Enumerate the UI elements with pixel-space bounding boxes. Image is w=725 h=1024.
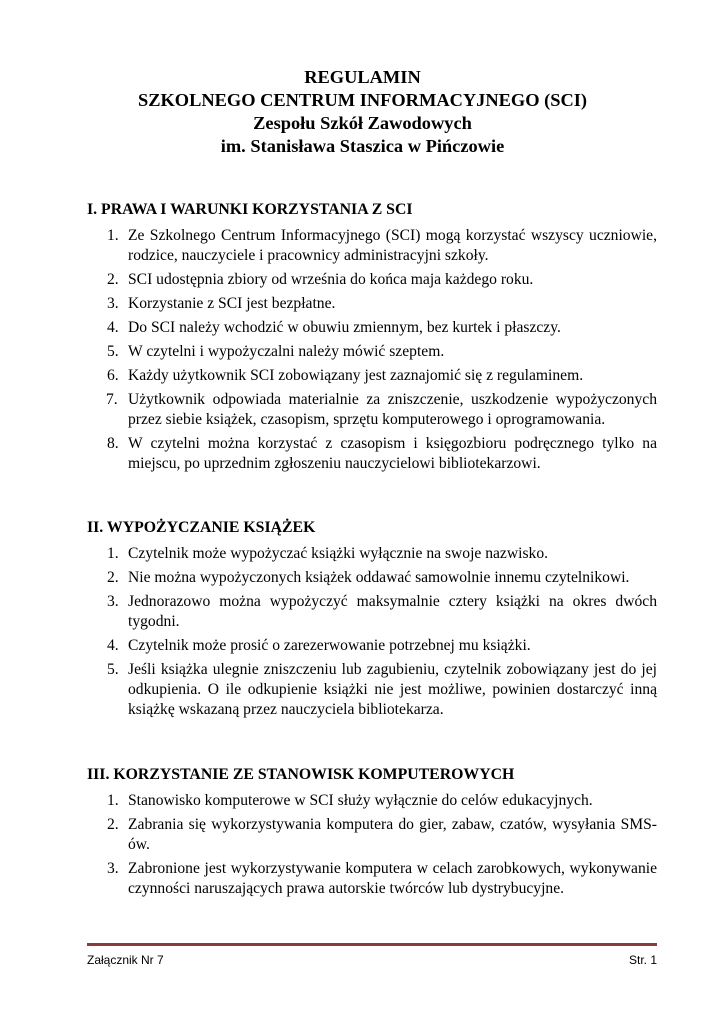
- title-line-4: im. Stanisława Staszica w Pińczowie: [220, 136, 505, 156]
- item-text: SCI udostępnia zbiory od września do końca maja każdego roku.: [128, 271, 534, 288]
- section-list: [87, 791, 657, 899]
- list-item: [87, 434, 657, 474]
- list-item: [87, 636, 657, 656]
- section-heading: I. PRAWA I WARUNKI KORZYSTANIA Z SCI: [87, 201, 413, 218]
- list-item: [87, 568, 657, 588]
- item-text: Użytkownik odpowiada materialnie za zniszczenie, uszkodzenie wypożyczonych przez siebie książek, czasopism, sprzętu komputerowego i oprogramowania.: [128, 391, 657, 428]
- item-number: 1.: [107, 792, 119, 809]
- item-number: 3.: [107, 295, 119, 312]
- list-item: [87, 859, 657, 899]
- section-computers: [87, 765, 657, 903]
- list-item: [87, 660, 657, 720]
- title-line-3: Zespołu Szkół Zawodowych: [253, 113, 472, 133]
- item-text: Korzystanie z SCI jest bezpłatne.: [128, 295, 336, 312]
- item-text: W czytelni można korzystać z czasopism i księgozbioru podręcznego tylko na miejscu, po uprzednim zgłoszeniu nauczycielowi bibliotekarzowi.: [128, 435, 657, 472]
- list-item: [87, 791, 657, 811]
- section-list: [87, 544, 657, 720]
- item-text: Nie można wypożyczonych książek oddawać samowolnie innemu czytelnikowi.: [128, 569, 630, 586]
- item-text: Czytelnik może prosić o zarezerwowanie potrzebnej mu książki.: [128, 637, 531, 654]
- item-number: 1.: [107, 545, 119, 562]
- item-text: Czytelnik może wypożyczać książki wyłącznie na swoje nazwisko.: [128, 545, 549, 562]
- item-number: 3.: [107, 593, 119, 610]
- section-rights: [87, 200, 657, 478]
- item-text: Jeśli książka ulegnie zniszczeniu lub zagubieniu, czytelnik zobowiązany jest do jej odkupienia. O ile odkupienie książki nie jest możliwe, powinien dostarczyć inną książkę wskazaną przez nauczyciela bibliotekarza.: [128, 661, 657, 718]
- item-number: 2.: [107, 271, 119, 288]
- item-number: 5.: [107, 661, 119, 678]
- item-number: 2.: [107, 569, 119, 586]
- item-text: Ze Szkolnego Centrum Informacyjnego (SCI) mogą korzystać wszyscy uczniowie, rodzice, nauczyciele i pracownicy administracyjni szkoły.: [128, 227, 657, 264]
- list-item: [87, 226, 657, 266]
- list-item: [87, 815, 657, 855]
- item-number: 7.: [106, 391, 118, 408]
- attachment-label: Załącznik Nr 7: [87, 953, 164, 967]
- item-number: 8.: [107, 435, 119, 452]
- item-number: 5.: [107, 343, 119, 360]
- list-item: [87, 366, 657, 386]
- item-number: 4.: [107, 319, 119, 336]
- item-text: Zabronione jest wykorzystywanie komputera w celach zarobkowych, wykonywanie czynności naruszających prawa autorskie twórców lub dystrybucyjne.: [128, 860, 657, 897]
- list-item: [87, 390, 657, 430]
- item-number: 6.: [107, 367, 119, 384]
- page-number: Str. 1: [628, 953, 657, 967]
- item-text: Do SCI należy wchodzić w obuwiu zmiennym, bez kurtek i płaszczy.: [128, 319, 561, 336]
- list-item: [87, 544, 657, 564]
- footer-divider: [87, 943, 657, 946]
- list-item: [87, 270, 657, 290]
- item-text: Jednorazowo można wypożyczyć maksymalnie cztery książki na okres dwóch tygodni.: [128, 593, 657, 630]
- item-text: W czytelni i wypożyczalni należy mówić szeptem.: [128, 343, 445, 360]
- list-item: [87, 592, 657, 632]
- section-heading: III. KORZYSTANIE ZE STANOWISK KOMPUTEROWYCH: [87, 766, 515, 783]
- list-item: [87, 342, 657, 362]
- item-number: 4.: [107, 637, 119, 654]
- document-title: [0, 66, 725, 158]
- item-number: 2.: [107, 816, 119, 833]
- section-list: [87, 226, 657, 474]
- section-heading: II. WYPOŻYCZANIE KSIĄŻEK: [87, 519, 316, 536]
- list-item: [87, 318, 657, 338]
- item-text: Stanowisko komputerowe w SCI służy wyłącznie do celów edukacyjnych.: [128, 792, 593, 809]
- item-text: Każdy użytkownik SCI zobowiązany jest zaznajomić się z regulaminem.: [128, 367, 584, 384]
- item-number: 3.: [107, 860, 119, 877]
- title-line-1: REGULAMIN: [304, 67, 421, 87]
- item-text: Zabrania się wykorzystywania komputera do gier, zabaw, czatów, wysyłania SMS-ów.: [128, 816, 657, 853]
- section-lending: [87, 518, 657, 724]
- title-line-2: SZKOLNEGO CENTRUM INFORMACYJNEGO (SCI): [137, 90, 588, 110]
- list-item: [87, 294, 657, 314]
- item-number: 1.: [107, 227, 119, 244]
